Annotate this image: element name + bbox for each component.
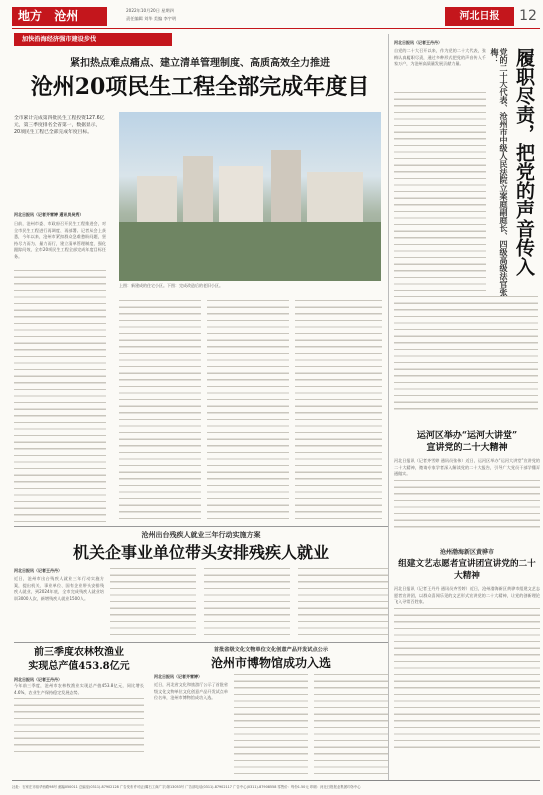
right-headline: 履职尽责，把党的声音传入 — [513, 48, 535, 276]
bottom-right-col-3 — [314, 674, 388, 776]
bottom-right-body: 近日，河北省文化和旅游厅公示了首批省级文化文物单位文化创意产品开发试点单位名单，沧州市博物馆成功入选。 — [154, 682, 228, 701]
footer-text: 社址：石家庄市裕华西路98号 邮编050011 总编室(0311)-87902128 广告发布许可证(冀石工商广字)第13053号 广告部电话(0311)-87902117 广告中心(0311)-87908558 零售价：每份1.50元 印刷：河北日报报业集团印务中心 — [12, 785, 361, 789]
bottom-right-col-2 — [234, 674, 308, 776]
brief-bohai — [394, 548, 540, 778]
main-byline: 河北日报讯（记者齐雪婷 通讯员吴秀） — [14, 212, 84, 217]
brief2-body: 河北日报讯（记者王丹丹 通讯员齐雪婷）近日，沧州渤海新区黄骅市组建文艺志愿者宣讲团，以群众喜闻乐见的文艺形式宣讲党的二十大精神，让党的创新理论飞入寻常百姓家。 — [394, 586, 540, 605]
bottom-right-byline: 河北日报讯（记者齐雪婷） — [154, 674, 202, 679]
right-byline: 河北日报讯（记者王丹丹） — [394, 40, 442, 45]
lower-body-col-3 — [204, 568, 290, 636]
lower-headline: 机关企事业单位带头安排残疾人就业 — [72, 543, 329, 562]
main-body-col-2 — [119, 300, 201, 522]
brief2-headline: 沧州渤海新区黄骅市 — [439, 549, 494, 556]
footer-rule — [12, 780, 540, 781]
lower-body-col-4 — [298, 568, 388, 636]
lower-kicker: 沧州出台残疾人就业三年行动实施方案 — [141, 531, 261, 539]
main-lead: 日前，沧州市委、市政府召开民生工程推进会，对全市民生工程进行再调度、再部署。记者从会上获悉，今年以来，沧州市紧扣群众急难愁盼问题，坚持尽力而为、量力而行，建立清单管理制度，强化跟踪问效，全市20项民生工程全部完成年度目标任务。 — [14, 221, 106, 259]
lower-byline: 河北日报讯（记者王丹丹） — [14, 568, 62, 573]
brief-yunhe — [394, 430, 540, 545]
section-rule-bottom — [14, 642, 388, 643]
bottom-right-article — [154, 646, 388, 778]
lower-body: 近日，沧州市出台残疾人就业三年行动实施方案，提出机关、事业单位、国有企业带头安排残疾人就业，到2024年底，全市完成残疾人就业培训3000人次，新增残疾人就业1500人。 — [14, 576, 104, 601]
brief2-body-placeholder — [394, 608, 540, 748]
bottom-left-body: 今年前三季度，沧州市农林牧渔业实现总产值453.8亿元，同比增长4.6%，农业生产保持稳定发展态势。 — [14, 683, 144, 695]
main-body-col-3 — [207, 300, 289, 522]
bottom-left-headline: 前三季度农林牧渔业 — [34, 647, 124, 658]
right-body-placeholder — [394, 92, 486, 292]
masthead — [0, 0, 543, 30]
bottom-right-kicker: 首批省级文化文物单位文化创意产品开发试点公示 — [213, 647, 329, 653]
section-rule-lower — [14, 526, 388, 527]
main-body-col-4 — [295, 300, 382, 522]
newspaper-logo — [445, 7, 514, 26]
section-label — [12, 7, 107, 26]
main-headline: 沧州20项民生工程全部完成年度目 — [30, 74, 370, 100]
right-body-placeholder-2 — [394, 296, 538, 414]
lower-left-article — [14, 530, 388, 638]
summary-text: 全市累计完成第四批民生工程投资127.6亿元，第三季度排名全省第一，数据显示，20项民生工程已全部完成年度目标。 — [14, 116, 105, 135]
brief1-subheadline: 宣讲党的二十大精神 — [426, 443, 508, 453]
photo-caption: 上图：新建成的住宅小区。下图：完成改造后的老旧小区。 — [119, 283, 223, 288]
brief1-body: 河北日报讯（记者齐雪婷 通讯员张伟）近日，运河区举办“运河大讲堂”宣讲党的二十大精神，邀请专家学者深入解读党的二十大报告，引导广大党员干部学懂弄通做实。 — [394, 458, 540, 477]
right-column — [390, 34, 540, 424]
column-divider-right — [388, 34, 389, 780]
right-subhead: 党的二十大代表、沧州市中级人民法院立案庭副庭长、四级高级法官张梅： — [490, 48, 508, 296]
page-number: 12 — [519, 8, 537, 24]
date-line: 2022年10月20日 星期四 — [126, 8, 174, 13]
lower-body-col-2 — [110, 568, 196, 636]
section-region: 沧州 — [54, 9, 79, 23]
brief2-subheadline: 组建文艺志愿者宣讲团宣讲党的二十大精神 — [398, 559, 536, 581]
banner-label: 加快沿海经济强市建设步伐 — [22, 36, 97, 43]
main-body-col-1 — [14, 270, 106, 522]
masthead-rule — [12, 28, 540, 29]
bottom-left-subheadline: 实现总产值453.8亿元 — [28, 661, 130, 672]
bottom-right-headline: 沧州市博物馆成功入选 — [210, 656, 331, 670]
banner — [14, 33, 172, 46]
right-lead: 自党的二十大召开以来，作为党的二十大代表，张梅认真履职尽责，通过多种形式把党的声音传入千家万户，为沧州高质量发展贡献力量。 — [394, 48, 486, 67]
main-kicker: 紧扣热点难点痛点、建立清单管理制度、高质高效全力推进 — [70, 58, 330, 69]
editor-line: 责任编辑 刘华 美编 李宇明 — [126, 16, 177, 21]
logo-text: 河北日报 — [459, 11, 500, 22]
main-article-body — [14, 212, 382, 522]
brief1-body-placeholder — [394, 480, 540, 532]
bottom-left-placeholder — [14, 698, 144, 752]
section-name: 地方 — [18, 9, 43, 23]
main-summary — [14, 115, 106, 208]
bottom-left-byline: 河北日报讯（记者王丹丹） — [14, 677, 62, 682]
brief1-headline: 运河区举办“运河大讲堂” — [416, 431, 518, 441]
bottom-left-article — [14, 646, 144, 778]
photo-buildings — [137, 142, 363, 222]
